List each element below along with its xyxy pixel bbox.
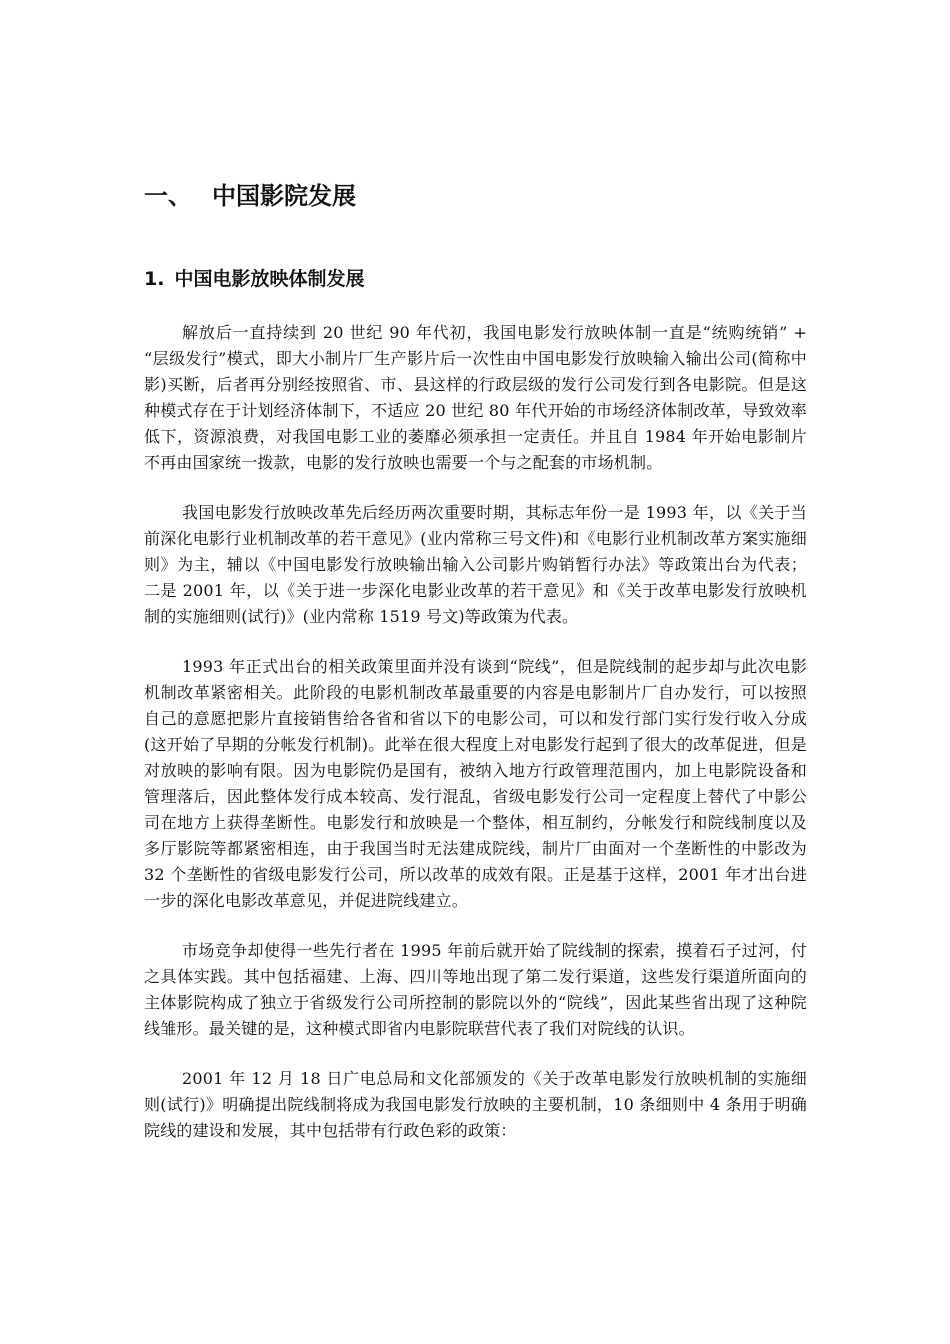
chapter-title: 中国影院发展	[212, 182, 356, 210]
paragraph-1: 解放后一直持续到 20 世纪 90 年代初，我国电影发行放映体制一直是“统购统销” + “层级发行”模式，即大小制片厂生产影片后一次性由中国电影发行放映输入输出公司(简称中影)买断，后者再分别经按照省、市、县这样的行政层级的发行公司发行到各电影院。但是这种模式存在于计划经济体制下，不适应 20 世纪 80 年代开始的市场经济体制改革，导致效率低下，资源浪费，对我国电影工业的萎靡必须承担一定责任。并且自 1984 年开始电影制片不再由国家统一拨款，电影的发行放映也需要一个与之配套的市场机制。	[144, 323, 807, 472]
paragraph-3: 1993 年正式出台的相关政策里面并没有谈到“院线”，但是院线制的起步却与此次电影机制改革紧密相关。此阶段的电影机制改革最重要的内容是电影制片厂自办发行，可以按照自己的意愿把影片直接销售给各省和省以下的电影公司，可以和发行部门实行发行收入分成(这开始了早期的分帐发行机制)。此举在很大程度上对电影发行起到了很大的改革促进，但是对放映的影响有限。因为电影院仍是国有，被纳入地方行政管理范围内，加上电影院设备和管理落后，因此整体发行成本较高、发行混乱，省级电影发行公司一定程度上替代了中影公司在地方上获得垄断性。电影发行和放映是一个整体，相互制约，分帐发行和院线制度以及多厅影院等都紧密相连，由于我国当时无法建成院线，制片厂由面对一个垄断性的中影改为 32 个垄断性的省级电影发行公司，所以改革的成效有限。正是基于这样，2001 年才出台进一步的深化电影改革意见，并促进院线建立。	[144, 657, 807, 910]
section-number: 1.	[144, 268, 165, 290]
section-title: 中国电影放映体制发展	[174, 268, 365, 290]
paragraph-5: 2001 年 12 月 18 日广电总局和文化部颁发的《关于改革电影发行放映机制的实施细则(试行)》明确提出院线制将成为我国电影发行放映的主要机制，10 条细则中 4 条用于明确院线的建设和发展，其中包括带有行政色彩的政策：	[144, 1069, 807, 1140]
paragraph-4: 市场竞争却使得一些先行者在 1995 年前后就开始了院线制的探索，摸着石子过河，付之具体实践。其中包括福建、上海、四川等地出现了第二发行渠道，这些发行渠道所面向的主体影院构成了独立于省级发行公司所控制的影院以外的“院线”，因此某些省出现了这种院线雏形。最关键的是，这种模式即省内电影院联营代表了我们对院线的认识。	[144, 941, 807, 1038]
chapter-number: 一、	[144, 182, 192, 210]
section-heading	[144, 264, 364, 294]
paragraph-2: 我国电影发行放映改革先后经历两次重要时期，其标志年份一是 1993 年，以《关于当前深化电影行业机制改革的若干意见》(业内常称三号文件)和《电影行业机制改革方案实施细则》为主，辅以《中国电影发行放映输出输入公司影片购销暂行办法》等政策出台为代表；二是 2001 年，以《关于进一步深化电影业改革的若干意见》和《关于改革电影发行放映机制的实施细则(试行)》(业内常称 1519 号文)等政策为代表。	[144, 503, 807, 626]
chapter-heading	[144, 178, 356, 214]
body-text	[144, 320, 807, 1168]
